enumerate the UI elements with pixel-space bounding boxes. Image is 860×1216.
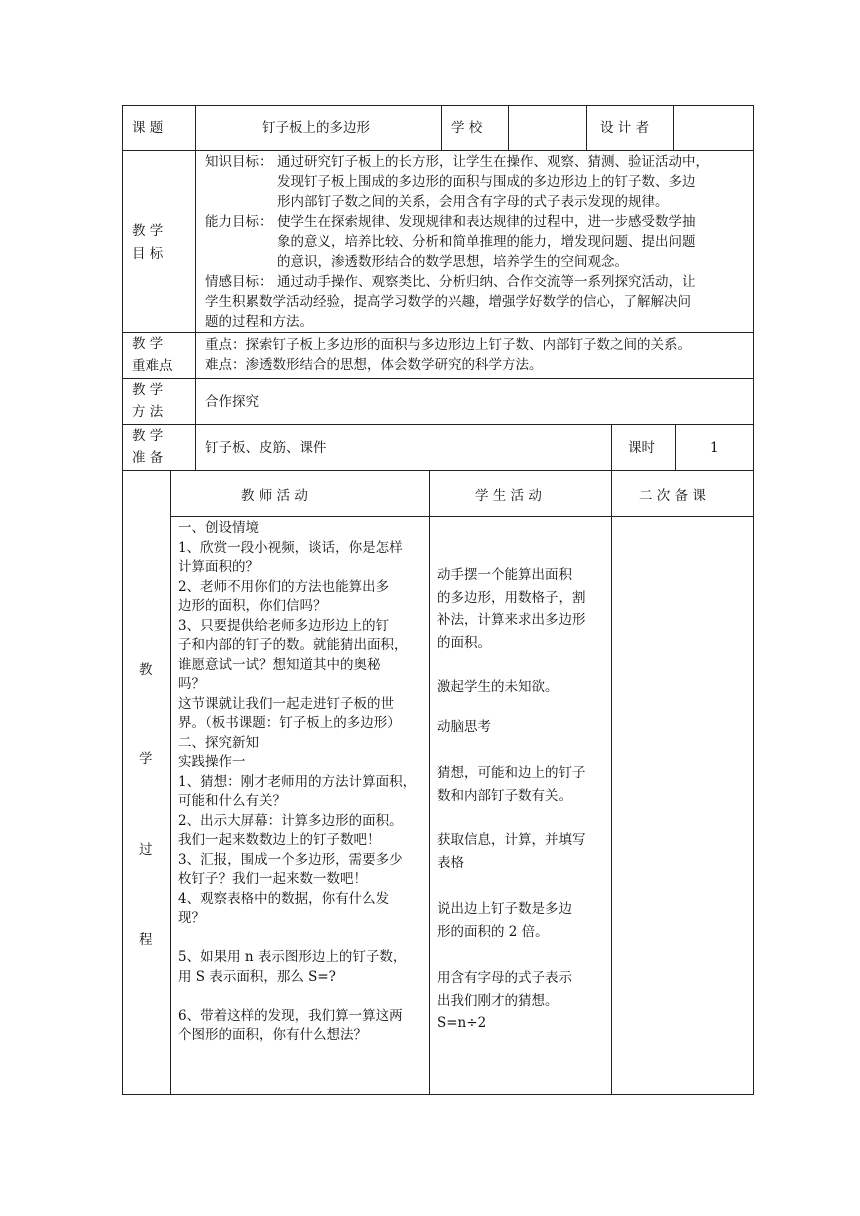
student-line: 出我们刚才的猜想。 <box>437 992 559 1009</box>
teacher-line: 1、欣赏一段小视频，谈话，你是怎样 <box>178 539 403 556</box>
teacher-line: 计算面积的？ <box>178 559 259 575</box>
period-value: 1 <box>710 440 719 456</box>
student-line: 激起学生的未知欲。 <box>437 679 559 695</box>
method-label-2: 方 法 <box>132 404 164 420</box>
teacher-line: 2、老师不用你们的方法也能算出多 <box>178 578 390 595</box>
col-header-teacher: 教 师 活 动 <box>241 488 308 504</box>
student-line: 的面积。 <box>437 634 491 651</box>
ability-line-1: 使学生在探索规律、发现规律和表达规律的过程中，进一步感受数学抽 <box>277 214 696 230</box>
keys-label-1: 教 学 <box>132 336 164 352</box>
process-label-char: 程 <box>139 932 153 948</box>
second-prep-column <box>612 517 752 1093</box>
ability-line-3: 的意识，渗透数形结合的数学思想，培养学生的空间观念。 <box>277 254 628 270</box>
teacher-line: 吗？ <box>178 676 205 692</box>
ability-line-2: 象的意义，培养比较、分析和简单推理的能力，增发现问题、提出问题 <box>277 234 696 250</box>
student-line: 形的面积的 2 倍。 <box>437 923 549 940</box>
student-line: 获取信息，计算，并填写 <box>437 832 586 848</box>
keys-label-2: 重难点 <box>132 358 173 374</box>
rule-label-col <box>195 105 196 471</box>
knowledge-line-3: 形内部钉子数之间的关系，会用含有字母的式子表示发现的规律。 <box>277 194 669 210</box>
student-line: 用含有字母的式子表示 <box>437 970 572 986</box>
student-line: 补法，计算来求出多边形 <box>437 612 586 628</box>
teacher-line: 界。（板书课题：钉子板上的多边形） <box>178 715 401 731</box>
goals-label-2: 目 标 <box>132 246 164 262</box>
topic-value: 钉子板上的多边形 <box>262 120 370 136</box>
rule-designer-right <box>673 105 674 151</box>
student-line: S=n÷2 <box>437 1015 487 1031</box>
student-line: 表格 <box>437 854 464 871</box>
knowledge-label: 知识目标： <box>205 154 273 170</box>
teacher-line: 这节课就让我们一起走进钉子板的世 <box>178 695 394 712</box>
emotion-line-2: 学生积累数学活动经验，提高学习数学的兴趣，增强学好数学的信心，了解解决问 <box>205 294 691 310</box>
student-line: 动手摆一个能算出面积 <box>437 567 572 583</box>
student-line: 的多边形，用数格子，割 <box>437 589 586 606</box>
prep-label-1: 教 学 <box>132 428 164 444</box>
teacher-line: 现？ <box>178 910 205 926</box>
teacher-line: 子和内部的钉子的数。就能猜出面积， <box>178 637 408 653</box>
topic-label: 课 题 <box>132 120 164 136</box>
rule-prep-bottom <box>122 470 754 471</box>
rule-top <box>122 105 754 106</box>
process-label-char: 教 <box>139 662 153 678</box>
rule-school-left <box>441 105 442 151</box>
teacher-line: 枚钉子？我们一起来数一数吧！ <box>178 871 367 887</box>
period-label: 课时 <box>628 440 655 456</box>
student-line: 猜想，可能和边上的钉子 <box>437 765 586 781</box>
emotion-label: 情感目标： <box>205 274 273 290</box>
rule-left <box>122 105 123 1095</box>
knowledge-line-2: 发现钉子板上围成的多边形的面积与围成的多边形边上的钉子数、多边 <box>277 174 696 190</box>
rule-school-right <box>508 105 509 151</box>
prep-label-2: 准 备 <box>132 450 164 466</box>
method-label-1: 教 学 <box>132 382 164 398</box>
teacher-line: 3、汇报，围成一个多边形，需要多少 <box>178 851 403 868</box>
prep-value: 钉子板、皮筋、课件 <box>205 440 327 456</box>
student-line: 说出边上钉子数是多边 <box>437 901 572 917</box>
teacher-line: 可能和什么有关？ <box>178 793 286 809</box>
rule-keys-bottom <box>122 378 754 379</box>
designer-label: 设 计 者 <box>600 120 650 136</box>
rule-goals-bottom <box>122 332 754 333</box>
teacher-line: 4、观察表格中的数据，你有什么发 <box>178 890 390 907</box>
school-label: 学 校 <box>451 120 483 136</box>
rule-process-label <box>170 470 171 1095</box>
col-header-second: 二 次 备 课 <box>639 488 706 504</box>
process-label-char: 过 <box>139 842 153 858</box>
teacher-line: 二、探究新知 <box>178 734 259 751</box>
student-line: 动脑思考 <box>437 719 491 735</box>
teacher-line: 5、如果用 n 表示图形边上的钉子数， <box>178 949 407 965</box>
rule-header-bottom <box>122 150 754 151</box>
ability-label: 能力目标： <box>205 214 273 230</box>
emotion-line-1: 通过动手操作、观察类比、分析归纳、合作交流等一系列探究活动，让 <box>277 274 696 290</box>
teacher-line: 用 S 表示面积，那么 S=? <box>178 968 336 985</box>
teacher-line: 一、创设情境 <box>178 520 259 536</box>
knowledge-line-1: 通过研究钉子板上的长方形，让学生在操作、观察、猜测、验证活动中， <box>277 154 709 170</box>
rule-bottom <box>122 1094 754 1095</box>
student-line: 数和内部钉子数有关。 <box>437 787 572 804</box>
col-header-student: 学 生 活 动 <box>475 488 542 504</box>
teacher-line: 我们一起来数数边上的钉子数吧！ <box>178 832 381 848</box>
teacher-line: 个图形的面积，你有什么想法？ <box>178 1027 367 1043</box>
key-point: 重点：探索钉子板上多边形的面积与多边形边上钉子数、内部钉子数之间的关系。 <box>205 337 691 353</box>
rule-period-left <box>611 424 612 471</box>
emotion-line-3: 题的过程和方法。 <box>205 314 313 330</box>
goals-label-1: 教 学 <box>132 223 164 239</box>
teacher-line: 1、猜想：刚才老师用的方法计算面积， <box>178 773 417 790</box>
teacher-line: 6、带着这样的发现，我们算一算这两 <box>178 1007 403 1024</box>
method-value: 合作探究 <box>205 394 259 410</box>
teacher-line: 边形的面积，你们信吗？ <box>178 598 327 614</box>
teacher-line: 2、出示大屏幕：计算多边形的面积。 <box>178 812 403 829</box>
rule-period-right <box>675 424 676 471</box>
teacher-line: 谁愿意试一试？想知道其中的奥秘 <box>178 656 381 673</box>
rule-teacher-student <box>429 470 430 1095</box>
rule-right <box>753 105 754 1095</box>
rule-method-bottom <box>122 424 754 425</box>
process-label-char: 学 <box>139 751 153 767</box>
teacher-line: 3、只要提供给老师多边形边上的钉 <box>178 617 390 634</box>
difficulty-point: 难点：渗透数形结合的思想，体会数学研究的科学方法。 <box>205 357 543 373</box>
teacher-line: 实践操作一 <box>178 754 246 770</box>
rule-designer-left <box>586 105 587 151</box>
